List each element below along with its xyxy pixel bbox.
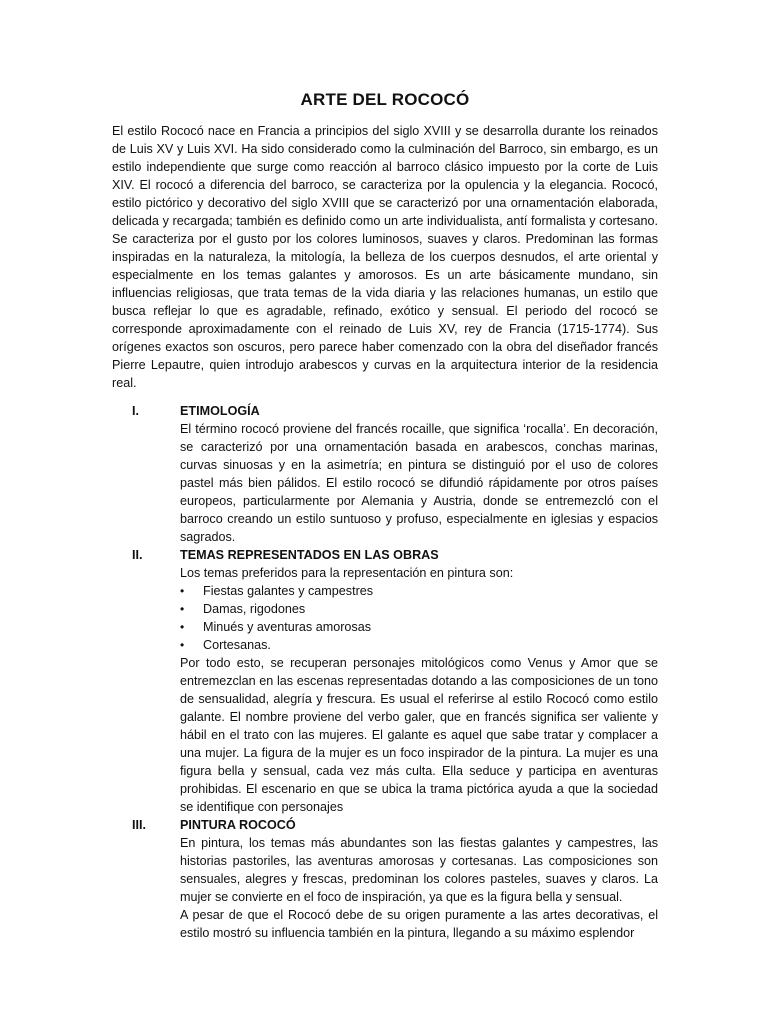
list-item — [180, 636, 658, 654]
section-body — [180, 546, 658, 816]
section-paragraph: Los temas preferidos para la representación en pintura son: — [180, 566, 514, 580]
list-item — [180, 600, 658, 618]
document-title: ARTE DEL ROCOCÓ — [300, 90, 470, 109]
bullet-icon: • — [180, 602, 185, 616]
section-temas — [112, 546, 658, 816]
section-title: PINTURA ROCOCÓ — [180, 818, 296, 832]
section-paragraph: A pesar de que el Rococó debe de su origen puramente a las artes decorativas, el estilo mostró su influencia también en la pintura, llegando a su máximo esplendor — [180, 908, 658, 940]
section-paragraph: Por todo esto, se recuperan personajes mitológicos como Venus y Amor que se entremezclan en las escenas representadas dotando a las composiciones de un tono de sensualidad, alegría y frescura. Es usual el referirse al estilo Rococó como estilo galante. El nombre proviene del verbo galer, que en francés significa ser valiente y hábil en el trato con las mujeres. El galante es aquel que sabe tratar y complacer a una mujer. La figura de la mujer es un foco inspirador de la pintura. La mujer es una figura bella y sensual, cada vez más culta. Ella seduce y participa en aventuras prohibidas. El escenario en que se ubica la trama pictórica ayuda a que la sociedad se identifique con personajes — [180, 656, 658, 814]
list-item — [180, 582, 658, 600]
list-item-text: Damas, rigodones — [203, 602, 306, 616]
section-title: TEMAS REPRESENTADOS EN LAS OBRAS — [180, 548, 439, 562]
section-pintura — [112, 816, 658, 942]
section-etimologia — [112, 402, 658, 546]
section-body — [180, 402, 658, 546]
list-item-text: Cortesanas. — [203, 638, 271, 652]
list-item-text: Minués y aventuras amorosas — [203, 620, 371, 634]
bullet-icon: • — [180, 620, 185, 634]
bullet-icon: • — [180, 584, 185, 598]
intro-paragraph: El estilo Rococó nace en Francia a principios del siglo XVIII y se desarrolla durante los reinados de Luis XV y Luis XVI. Ha sido considerado como la culminación del Barroco, sin embargo, es un estilo independiente que surge como reacción al barroco clásico impuesto por la corte de Luis XIV. El rococó a diferencia del barroco, se caracteriza por la opulencia y la elegancia. Rococó, estilo pictórico y decorativo del siglo XVIII que se caracterizó por una ornamentación elaborada, delicada y recargada; también es definido como un arte individualista, antí formalista y cortesano. Se caracteriza por el gusto por los colores luminosos, suaves y claros. Predominan las formas inspiradas en la naturaleza, la mitología, la belleza de los cuerpos desnudos, el arte oriental y especialmente en los temas galantes y amorosos. Es un arte básicamente mundano, sin influencias religiosas, que trata temas de la vida diaria y las relaciones humanas, un estilo que busca reflejar lo que es agradable, refinado, exótico y sensual. El periodo del rococó se corresponde aproximadamente con el reinado de Luis XV, rey de Francia (1715-1774). Sus orígenes exactos son oscuros, pero parece haber comenzado con la obra del diseñador francés Pierre Lepautre, quien introdujo arabescos y curvas en la arquitectura interior de la residencia real. — [112, 124, 658, 390]
section-paragraph: El término rococó proviene del francés rocaille, que significa ‘rocalla’. En decoración, se caracterizó por una ornamentación basada en arabescos, conchas marinas, curvas sinuosas y en la asimetría; en pintura se distinguió por el uso de colores pastel más bien pálidos. El estilo rococó se difundió rápidamente por otros países europeos, particularmente por Alemania y Austria, donde se entremezcló con el barroco creando un estilo suntuoso y profuso, especialmente en iglesias y espacios sagrados. — [180, 422, 658, 544]
section-body — [180, 816, 658, 942]
section-number: I. — [132, 404, 139, 418]
section-number: III. — [132, 818, 146, 832]
section-title: ETIMOLOGÍA — [180, 404, 260, 418]
list-item-text: Fiestas galantes y campestres — [203, 584, 374, 598]
themes-list — [180, 582, 658, 654]
section-number: II. — [132, 548, 143, 562]
bullet-icon: • — [180, 638, 185, 652]
list-item — [180, 618, 658, 636]
section-paragraph: En pintura, los temas más abundantes son las fiestas galantes y campestres, las historias pastoriles, las aventuras amorosas y cortesanas. Las composiciones son sensuales, alegres y frescas, predominan los colores pasteles, suaves y claros. La mujer se convierte en el foco de inspiración, ya que es la figura bella y sensual. — [180, 836, 658, 904]
